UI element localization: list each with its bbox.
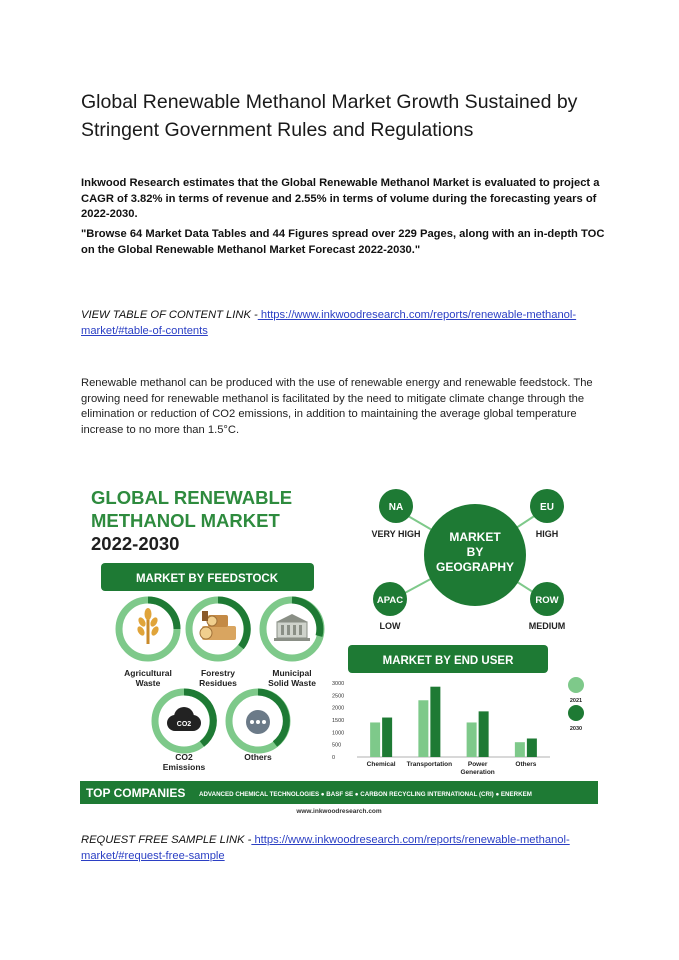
infographic-title-line-3: 2022-2030 bbox=[91, 533, 180, 554]
region-code: APAC bbox=[376, 595, 404, 606]
bar-2021 bbox=[467, 722, 477, 757]
feedstock-label: Agricultural bbox=[124, 668, 172, 678]
geography-center: GEOGRAPHY bbox=[435, 560, 515, 574]
browse-quote: "Browse 64 Market Data Tables and 44 Figures spread over 229 Pages, along with an in-depth TOC on the Global Renewable Methanol Market Forecast 2022-2030." bbox=[81, 228, 605, 256]
toc-link-line bbox=[81, 308, 621, 339]
companies-list: ADVANCED CHEMICAL TECHNOLOGIES ● BASF SE ● CARBON RECYCLING INTERNATIONAL (CRI) ● ENERKEM bbox=[199, 791, 532, 798]
bar-2030 bbox=[430, 687, 440, 757]
feedstock-label: Municipal bbox=[272, 668, 312, 678]
infographic-title-line-1: GLOBAL RENEWABLE bbox=[91, 487, 293, 508]
category-label: Power bbox=[467, 761, 488, 768]
end-user-header: MARKET BY END USER bbox=[382, 655, 514, 667]
dots-icon bbox=[246, 710, 270, 734]
y-tick-label: 2000 bbox=[332, 705, 345, 712]
y-tick-label: 2500 bbox=[332, 693, 345, 700]
y-tick-label: 0 bbox=[332, 755, 336, 761]
infographic-title-line-2: METHANOL MARKET bbox=[91, 510, 280, 531]
feedstock-label: Others bbox=[244, 752, 272, 762]
sample-link[interactable]: https://www.inkwoodresearch.com/reports/renewable-methanol-market/#request-free-sample bbox=[81, 834, 570, 862]
geography-center: BY bbox=[466, 545, 484, 559]
legend-label: 2030 bbox=[569, 726, 583, 732]
region-level: MEDIUM bbox=[528, 621, 566, 631]
region-level: LOW bbox=[379, 621, 401, 631]
y-tick-label: 3000 bbox=[332, 681, 345, 687]
y-tick-label: 500 bbox=[332, 742, 342, 749]
region-level: VERY HIGH bbox=[371, 529, 421, 539]
bar-2030 bbox=[382, 718, 392, 757]
feedstock-label: Waste bbox=[135, 678, 161, 688]
intro-paragraph: Inkwood Research estimates that the Global Renewable Methanol Market is evaluated to project a CAGR of 3.82% in terms of revenue and 2.55% in terms of volume during the forecasting years of 2022-2030. bbox=[81, 177, 600, 220]
category-label: Generation bbox=[460, 769, 495, 776]
category-label: Chemical bbox=[366, 761, 396, 768]
sample-link-label: REQUEST FREE SAMPLE LINK - bbox=[81, 834, 252, 846]
feedstock-label: CO2 bbox=[175, 752, 193, 762]
sample-link-line bbox=[81, 833, 621, 864]
bar-2021 bbox=[418, 700, 428, 757]
category-label: Transportation bbox=[406, 761, 453, 768]
category-label: Others bbox=[515, 761, 537, 768]
top-companies-label: TOP COMPANIES bbox=[86, 786, 186, 800]
bar-2030 bbox=[527, 739, 537, 758]
y-tick-label: 1500 bbox=[332, 718, 345, 724]
region-code: NA bbox=[388, 502, 404, 513]
legend-label: 2021 bbox=[569, 698, 583, 704]
bar-2030 bbox=[479, 711, 489, 757]
bar-2021 bbox=[370, 722, 380, 757]
co2-text: CO2 bbox=[176, 721, 192, 728]
body-paragraph: Renewable methanol can be produced with the use of renewable energy and renewable feedstock. The growing need for renewable methanol is facilitated by the need to mitigate climate change through the elimination or reduction of CO2 emissions, in addition to maintaining the average global temperature increase to no more than 1.5°C. bbox=[81, 377, 593, 436]
infographic bbox=[80, 478, 598, 816]
region-code: EU bbox=[540, 502, 554, 513]
feedstock-label: Residues bbox=[199, 678, 237, 688]
geography-center: MARKET bbox=[449, 530, 501, 544]
toc-link[interactable]: https://www.inkwoodresearch.com/reports/renewable-methanol-market/#table-of-contents bbox=[81, 309, 577, 337]
region-code: ROW bbox=[535, 595, 559, 606]
infographic-website: www.inkwoodresearch.com bbox=[296, 808, 382, 815]
toc-link-label: VIEW TABLE OF CONTENT LINK - bbox=[81, 309, 258, 321]
feedstock-label: Emissions bbox=[162, 762, 206, 772]
legend-swatch-2021 bbox=[568, 677, 584, 693]
y-tick-label: 1000 bbox=[332, 730, 345, 737]
region-level: HIGH bbox=[535, 529, 559, 539]
feedstock-label: Solid Waste bbox=[268, 678, 316, 688]
feedstock-header: MARKET BY FEEDSTOCK bbox=[135, 573, 279, 585]
feedstock-label: Forestry bbox=[200, 668, 236, 678]
bar-2021 bbox=[515, 742, 525, 757]
page-title: Global Renewable Methanol Market Growth Sustained by Stringent Government Rules and Regulations bbox=[81, 91, 578, 141]
legend-swatch-2030 bbox=[568, 705, 584, 721]
